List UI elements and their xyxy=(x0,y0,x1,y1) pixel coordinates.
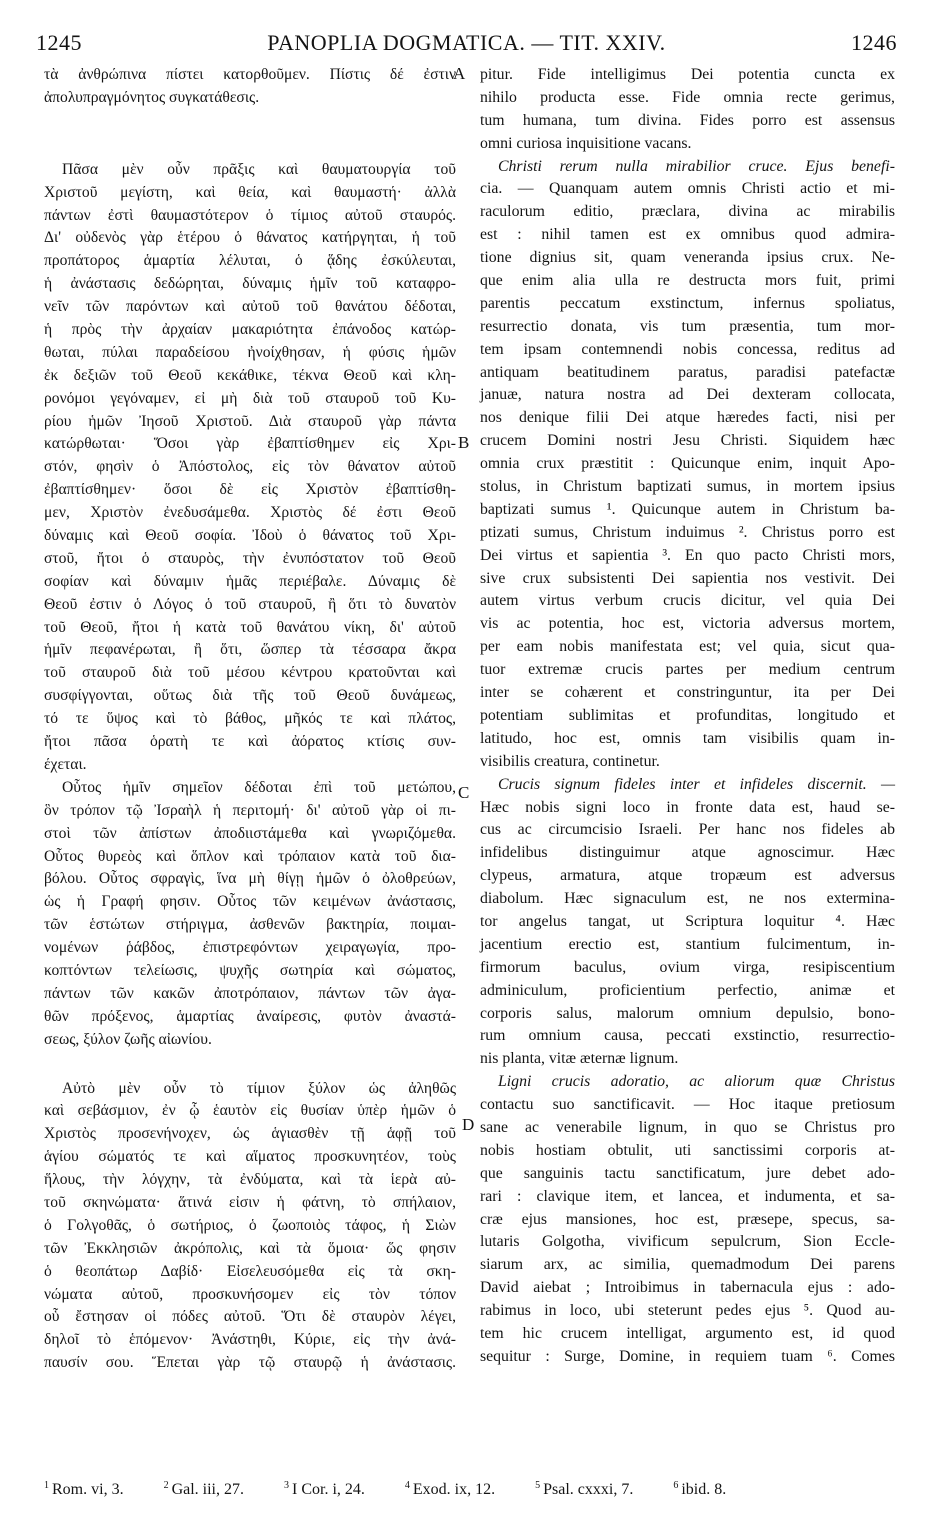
latin-line: vis ac potentia, hoc est, victoria adversus mortem, xyxy=(480,615,895,633)
greek-line: Πᾶσα μὲν οὖν πρᾶξις καὶ θαυματουργία τοῦ xyxy=(62,160,456,178)
greek-line: ἡ πρὸς τὴν ἀρχαίαν μακαριότητα ἐπάνοδος κατώρ- xyxy=(44,321,456,339)
section-marker-a: A xyxy=(453,64,466,83)
greek-line: ὁ θεοπάτωρ Δαβίδ· Εἰσελευσόμεθα εἰς τὰ σκη- xyxy=(44,1262,456,1280)
footnote: $^6$ ibid. 8. xyxy=(673,1480,727,1499)
latin-line: lutaris Golgotha, vivificum sepulcrum, Sion Eccle- xyxy=(480,1233,895,1251)
footnote: $^3$ I Cor. i, 24. xyxy=(284,1480,365,1499)
greek-line: σοφίαν καὶ δύναμιν ἡμᾶς περιέβαλε. Δύναμις δὲ xyxy=(44,572,456,590)
latin-line: autem virtus verbum crucis dicitur, vel quia Dei xyxy=(480,592,895,610)
latin-line: tor angelus tangat, ut Scriptura loquitur ⁴. Hæc xyxy=(480,912,895,930)
greek-line: καὶ σεβάσμιον, ἐν ᾧ ἑαυτὸν εἰς θυσίαν ὑπὲρ ἡμῶν ὁ xyxy=(44,1102,456,1120)
latin-line: antiquam beatitudinem paratus, paradisi patefactæ xyxy=(480,363,895,381)
greek-line: παυσίν σου. Ἕπεται γὰρ τῷ σταυρῷ ἡ ἀνάστασις. xyxy=(44,1354,456,1372)
latin-line: parentis peccatum exstinctum, infernus spoliatus, xyxy=(480,294,895,312)
greek-line: πάντων ἐστὶ θαυμαστότερον ὁ τίμιος αὐτοῦ σταυρός. xyxy=(44,206,456,224)
greek-line: Χριστοῦ μεγίστη, καὶ θεία, καὶ θαυμαστή· ἀλλὰ xyxy=(44,183,456,201)
latin-line: David aiebat ; Introibimus in tabernacula ejus : ado- xyxy=(480,1279,895,1297)
greek-line: δηλοῖ τὸ ἑπόμενον· Ἀνάστηθι, Κύριε, εἰς τὴν ἀνά- xyxy=(44,1331,456,1349)
greek-line: κατώρθωται· Ὅσοι γὰρ ἐβαπτίσθημεν εἰς Χρι- xyxy=(44,435,456,453)
greek-line: τοῦ σκηνώματα· ἅτινά εἰσιν ἡ φάτνη, τὸ σπήλαιον, xyxy=(44,1193,456,1211)
greek-line: βόλου. Οὗτος σφραγὶς, ἵνα μὴ θίγῃ ἡμῶν ὁ ὀλοθρεύων, xyxy=(44,870,456,888)
greek-line: Χριστὸς προσενήνοχεν, ὡς ἁγιασθὲν τῇ ἁφῇ τοῦ xyxy=(44,1125,456,1143)
latin-line: que enim alia ulla re destructa mors fuit, primi xyxy=(480,272,895,290)
section-marker-c: C xyxy=(458,783,470,802)
greek-line: έχεται. xyxy=(44,755,87,773)
latin-line: jacentium erectio est, stantium fulcimentum, in- xyxy=(480,935,895,953)
latin-line: pitur. Fide intelligimus Dei potentia cuncta ex xyxy=(480,66,895,83)
latin-line: resurrectio donata, vis tum præsentia, tum mor- xyxy=(480,317,895,335)
greek-line: ἐκ δεξιῶν τοῦ Θεοῦ κεκάθικε, τέκνα Θεοῦ καὶ κλη- xyxy=(44,366,456,384)
greek-line: οὗ ἔστησαν οἱ πόδες αὐτοῦ. Ὅτι δὲ σταυρὸν λέγει, xyxy=(44,1308,456,1326)
greek-line: τῶν ἑστώτων στήριγμα, ἀσθενῶν βακτηρία, ποιμαι- xyxy=(44,916,456,934)
greek-line: τοῦ σταυροῦ διὰ τοῦ μέσου κέντρου κρατοῦνται καὶ xyxy=(44,664,456,682)
latin-line: sequitur : Surge, Domine, in requiem tuam ⁶. Comes xyxy=(480,1347,895,1365)
latin-line: adminiculum, proficientium perfectio, animæ et xyxy=(480,981,895,999)
latin-line: nobis hostiam obtulit, uti sanctissimi corporis at- xyxy=(480,1141,895,1159)
footnotes xyxy=(44,1480,914,1499)
greek-line: στοῦ, ἤτοι ὁ σταυρὸς, τὴν ἐνυπόστατον τοῦ Θεοῦ xyxy=(44,549,456,567)
latin-line: siarum arx, ac similia, quemadmodum Dei parens xyxy=(480,1256,895,1274)
latin-line: Dei virtus et sapientia ³. En quo pacto Christi mors, xyxy=(480,546,895,564)
latin-line: tem hic crucem intelligat, argumento est, id quod xyxy=(480,1324,895,1342)
footnote: $^4$ Exod. ix, 12. xyxy=(404,1480,496,1499)
latin-line: nos denique filii Dei atque hæredes facti, nisi per xyxy=(480,409,895,427)
greek-line: ὁ Γολγοθᾶς, ὁ σωτήριος, ὁ ζωοποιὸς τάφος, ἡ Σιὼν xyxy=(44,1216,456,1234)
latin-line: infidelibus distinguimur atque agnoscimur. Hæc xyxy=(480,844,895,862)
latin-line: cus ac circumcisio Israeli. Per hanc nos fideles ab xyxy=(480,821,895,839)
greek-line: ἁγίου σώματός τε καὶ αἵματος προσκυνητέον, τοὺς xyxy=(44,1148,456,1166)
latin-line: que sanguinis tactu sanctificatum, jure debet ado- xyxy=(480,1164,895,1182)
greek-line: τοῦ Θεοῦ, ἤτοι ἡ κατὰ τοῦ θανάτου νίκη, δι' αὐτοῦ xyxy=(44,618,456,636)
greek-line: νομένων ῥάβδος, ἐπιστρεφόντων χειραγωγία, προ- xyxy=(44,939,456,957)
latin-line: clypeus, armatura, atque tropæum est adversus xyxy=(480,867,895,885)
greek-line: ρονόμοι γεγόναμεν, εἰ μὴ διὰ τοῦ σταυροῦ τοῦ Κυ- xyxy=(44,389,456,407)
greek-line: προπάτορος ἁμαρτία λέλυται, ὁ ᾅδης ἐσκύλευται, xyxy=(44,252,456,270)
paragraph-gap xyxy=(44,110,456,159)
greek-line: Οὗτος θυρεὸς καὶ ὅπλον καὶ τρόπαιον κατὰ τοῦ δια- xyxy=(44,847,456,865)
section-heading: Christi rerum nulla mirabilior cruce. Ejus benefi- xyxy=(498,157,895,175)
greek-line: ὃν τρόπον τῷ Ἰσραὴλ ἡ περιτομή· δι' αὐτοῦ γὰρ οἱ πι- xyxy=(44,801,456,819)
section-heading: Crucis signum fideles inter et infideles discernit. — xyxy=(498,775,895,793)
greek-column xyxy=(44,64,456,1375)
latin-line: rabimus in loco, ubi steterunt pedes ejus ⁵. Quod au- xyxy=(480,1302,895,1320)
greek-line: θωται, πύλαι παραδείσου ἠνοίχθησαν, ἡ φύσις ἡμῶν xyxy=(44,343,456,361)
greek-line: μεν, Χριστὸν ἐνεδυσάμεθα. Χριστὸς δέ ἐστι Θεοῦ xyxy=(44,504,456,522)
latin-line: rum omnium causa, peccati exstinctio, resurrectio- xyxy=(480,1027,895,1045)
greek-line: Δι' οὐδενὸς γὰρ ἑτέρου ὁ θάνατος κατήργηται, ἡ τοῦ xyxy=(44,229,456,247)
greek-line: ἡ ἀνάστασις δεδώρηται, δύναμις ἡμῖν τοῦ καταφρο- xyxy=(44,275,456,293)
latin-line: cræ ejus mansiones, hoc est, præsepe, specus, sa- xyxy=(480,1210,895,1228)
paragraph-gap xyxy=(44,1052,456,1078)
latin-line: tem ipsam contemnendi nobis concessa, reditus ad xyxy=(480,340,895,358)
latin-line: baptizati sumus ¹. Quicunque autem in Christum ba- xyxy=(480,500,895,518)
greek-line: νώματα αὐτοῦ, προσκυνήσομεν εἰς τὸν τόπον xyxy=(44,1285,456,1303)
section-heading: Ligni crucis adoratio, ac aliorum quæ Christus xyxy=(498,1073,895,1091)
latin-line: omni curiosa inquisitione vacans. xyxy=(480,134,692,152)
page-number-left: 1245 xyxy=(36,30,82,55)
latin-line: visibilis creatura, continetur. xyxy=(480,752,660,770)
greek-line: νεῖν τῶν παρόντων καὶ αὐτοῦ τοῦ θανάτου δέδοται, xyxy=(44,298,456,316)
latin-line: tuor extremæ crucis partes per medium centrum xyxy=(480,661,895,679)
latin-line: tione dignius sit, quam veneranda ipsius crux. Ne- xyxy=(480,249,895,267)
greek-line: ἀπολυπραγμόνητος συγκατάθεσις. xyxy=(44,88,260,106)
latin-line: raculorum editio, præclara, divina ac mirabilis xyxy=(480,203,895,221)
latin-line: januæ, natura nostra ad Dei dexteram collocata, xyxy=(480,386,895,404)
greek-line: πάντων τῶν κακῶν ἀποτρόπαιον, πάντων τῶν ἀγα- xyxy=(44,984,456,1002)
greek-line: Οὗτος ἡμῖν σημεῖον δέδοται ἐπὶ τοῦ μετώπου, xyxy=(62,778,456,796)
latin-line: crucem Domini nostri Jesu Christi. Siquidem hæc xyxy=(480,432,895,450)
footnote: $^2$ Gal. iii, 27. xyxy=(163,1480,244,1499)
page-number-right: 1246 xyxy=(851,30,897,55)
section-marker-d: D xyxy=(462,1115,475,1134)
latin-line: per eam nobis manifestata est; vel quia, sicut qua- xyxy=(480,638,895,656)
greek-line: συσφίγγονται, οὕτως διὰ τῆς τοῦ Θεοῦ δυνάμεως, xyxy=(44,687,456,705)
latin-line: rari : clavique item, et lancea, et indumenta, et sa- xyxy=(480,1187,895,1205)
greek-line: ἡμῖν πεφανέρωται, ἢ ὅτι, ὥσπερ τὰ τέσσαρα ἄκρα xyxy=(44,641,456,659)
greek-line: Αὐτὸ μὲν οὖν τὸ τίμιον ξύλον ὡς ἀληθῶς xyxy=(62,1079,456,1097)
greek-line: ἐβαπτίσθημεν· ὅσοι δὲ εἰς Χριστὸν ἐβαπτίσθη- xyxy=(44,481,456,499)
greek-line: σεως, ξύλον ζωῆς αἰωνίου. xyxy=(44,1030,212,1048)
latin-line: potentiam sublimitas et profunditas, longitudo et xyxy=(480,706,895,724)
latin-line: diabolum. Hæc signaculum est, ne nos extermina- xyxy=(480,890,895,908)
latin-line: nis planta, vitæ æternæ lignum. xyxy=(480,1050,679,1068)
greek-line: ρίου ἡμῶν Ἰησοῦ Χριστοῦ. Διὰ σταυροῦ γὰρ πάντα xyxy=(44,412,456,430)
greek-line: θῶν πρόξενος, ἁμαρτίας ἀναίρεσις, φυτὸν ἀναστά- xyxy=(44,1007,456,1025)
greek-line: κοπτόντων τελείωσις, ψυχῆς σωτηρία καὶ σώματος, xyxy=(44,961,456,979)
latin-line: inter se cohærent et constringuntur, ita per Dei xyxy=(480,684,895,702)
latin-line: ptizati sumus, Christum induimus ². Christus porro est xyxy=(480,523,895,541)
latin-line: est : nihil tamen est ex omnibus quod admira- xyxy=(480,226,895,244)
latin-line: latitudo, hoc est, omnis tam visibilis quam in- xyxy=(480,729,895,747)
greek-line: στόν, φησὶν ὁ Ἀπόστολος, εἰς τὸν θάνατον αὐτοῦ xyxy=(44,458,456,476)
latin-line: sive crux subsistenti Dei sapientia nos vestivit. Dei xyxy=(480,569,895,587)
section-marker-b: B xyxy=(458,433,470,452)
footnote: $^5$ Psal. cxxxi, 7. xyxy=(535,1480,634,1499)
latin-line: stolus, in Christum baptizati sumus, in mortem ipsius xyxy=(480,478,895,496)
latin-line: Hæc nobis signi loco in fronte data est, haud se- xyxy=(480,798,895,816)
latin-line: omnia crux præstitit : Quicunque enim, inquit Apo- xyxy=(480,455,895,473)
greek-line: ἤτοι πᾶσα ὁρατὴ τε καὶ ἀόρατος κτίσις συν- xyxy=(44,733,456,751)
latin-line: sane ac venerabile lignum, in quo se Christus pro xyxy=(480,1118,895,1136)
latin-line: cia. — Quanquam autem omnis Christi actio et mi- xyxy=(480,180,895,198)
latin-line: firmorum baculus, ovium virga, resipiscentium xyxy=(480,958,895,976)
footnote: $^1$ Rom. vi, 3. xyxy=(44,1480,124,1499)
greek-line: ὡς ἡ Γραφή φησιν. Οὗτος τῶν κειμένων ἀνάστασις, xyxy=(44,893,456,911)
greek-line: τὰ ἀνθρώπινα πίστει κατορθοῦμεν. Πίστις δέ ἐστιν xyxy=(44,66,456,83)
greek-line: στοὶ τῶν ἀπίστων ἀποδιιστάμεθα καὶ γνωριζόμεθα. xyxy=(44,824,456,842)
running-header xyxy=(36,30,897,60)
running-title: PANOPLIA DOGMATICA. — TIT. XXIV. xyxy=(267,30,666,55)
greek-line: τῶν Ἐκκλησιῶν ἀκρόπολις, καὶ τὰ ὅμοια· ὥς φησιν xyxy=(44,1239,456,1257)
greek-line: τό τε ὕψος καὶ τὸ βάθος, μῆκός τε καὶ πλάτος, xyxy=(44,710,456,728)
latin-column xyxy=(480,64,895,1369)
latin-line: corporis salus, malorum omnium depulsio, bono- xyxy=(480,1004,895,1022)
latin-line: nihilo producta esse. Fide omnia recte gerimus, xyxy=(480,88,895,106)
latin-line: tum humana, tum divina. Fides porro est assensus xyxy=(480,111,895,129)
greek-line: δύναμις καὶ Θεοῦ σοφία. Ἰδοὺ ὁ θάνατος τοῦ Χρι- xyxy=(44,527,456,545)
greek-line: Θεοῦ ἐστιν ὁ Λόγος ὁ τοῦ σταυροῦ, ἢ ὅτι τὸ δυνατὸν xyxy=(44,595,456,613)
latin-line: contactu suo sanctificavit. — Hoc itaque pretiosum xyxy=(480,1096,895,1114)
greek-line: ἥλους, τὴν λόγχην, τὰ ἐνδύματα, καὶ τὰ ἱερὰ αὐ- xyxy=(44,1171,456,1189)
